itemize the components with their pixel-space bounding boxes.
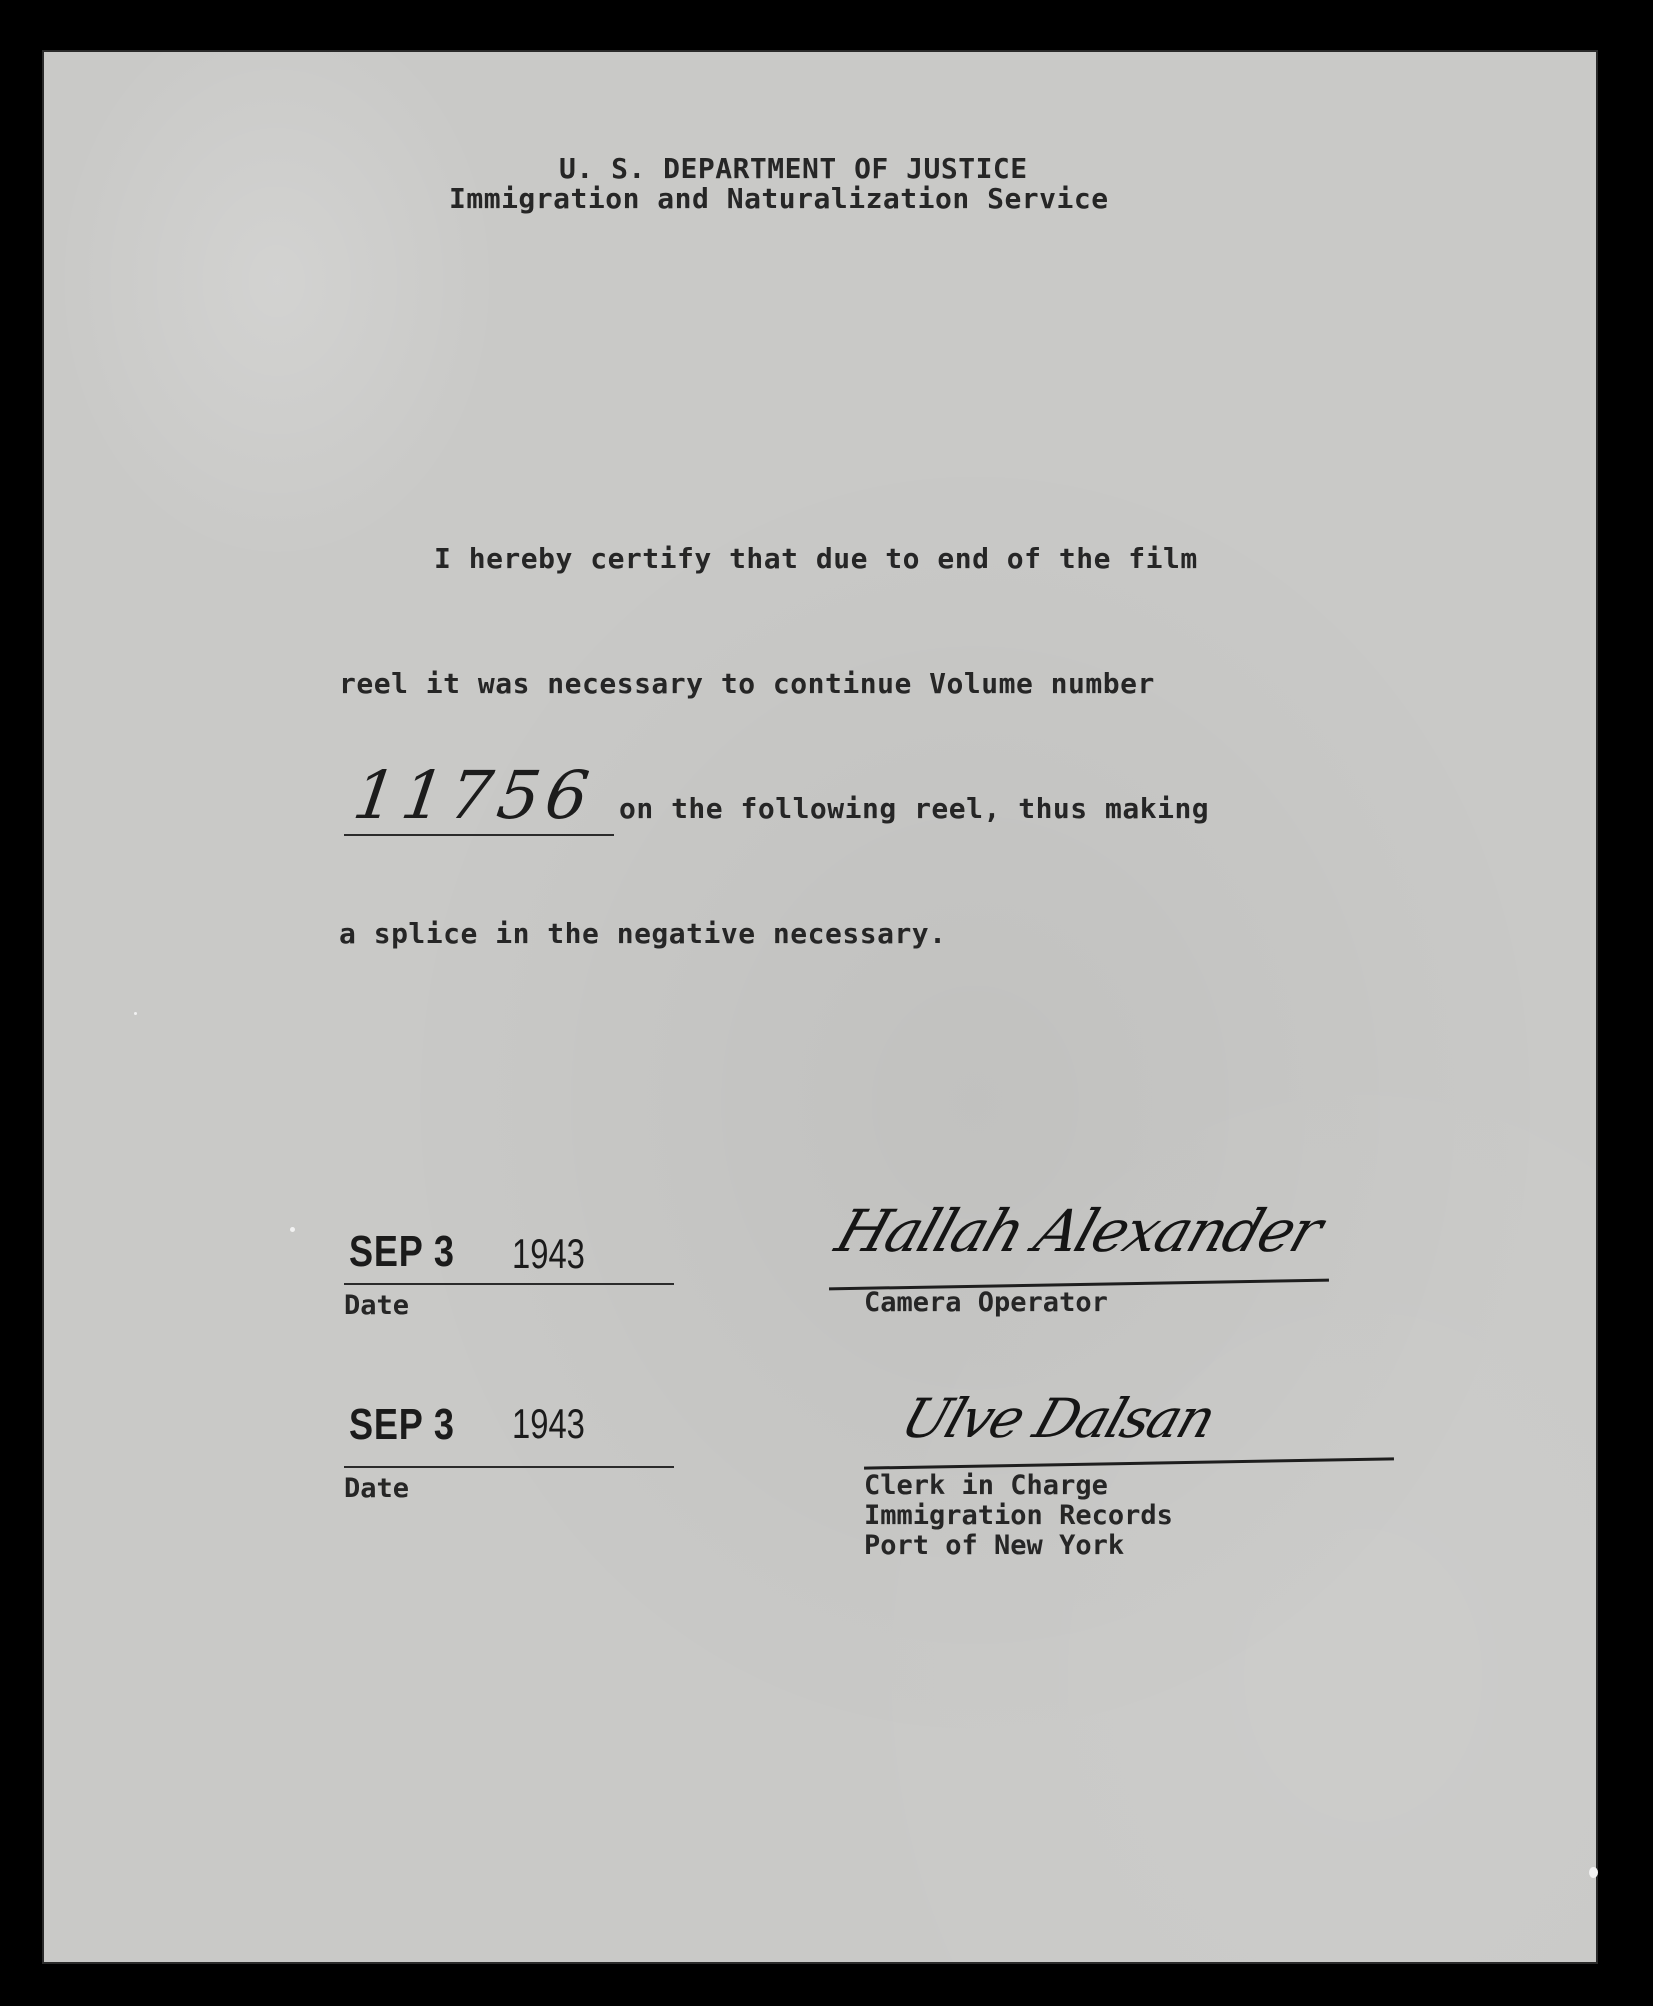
date-label-2: Date [344,1473,410,1504]
certificate-line-3: on the following reel, thus making [619,792,1210,825]
date-stamp-2-year: 1943 [512,1400,585,1447]
date-rule-1 [344,1283,674,1285]
film-speck [290,1227,295,1232]
camera-operator-signature: Hallah Alexander [827,1197,1330,1265]
date-label-1: Date [344,1290,410,1321]
header-service: Immigration and Naturalization Service [449,182,1109,215]
camera-operator-label: Camera Operator [864,1287,1108,1318]
volume-number-handwritten: 11756 [348,757,600,834]
certificate-line-4: a splice in the negative necessary. [339,917,947,950]
header-department: U. S. DEPARTMENT OF JUSTICE [559,152,1028,185]
date-stamp-1-day: SEP 3 [349,1227,455,1276]
volume-number-underline [344,834,614,836]
clerk-role-line-2: Immigration Records [864,1500,1173,1531]
clerk-role-line-1: Clerk in Charge [864,1470,1108,1501]
document-page [42,50,1598,1964]
certificate-line-1: I hereby certify that due to end of the film [434,542,1198,575]
date-stamp-2-day: SEP 3 [349,1400,455,1449]
clerk-signature: Ulve Dalsan [893,1387,1223,1450]
clerk-role-line-3: Port of New York [864,1530,1125,1561]
date-rule-2 [344,1466,674,1468]
signature-underline-2 [864,1457,1394,1469]
film-speck [1589,1867,1598,1878]
film-speck [134,1012,137,1015]
certificate-line-2: reel it was necessary to continue Volume number [339,667,1155,700]
date-stamp-1-year: 1943 [512,1230,585,1277]
